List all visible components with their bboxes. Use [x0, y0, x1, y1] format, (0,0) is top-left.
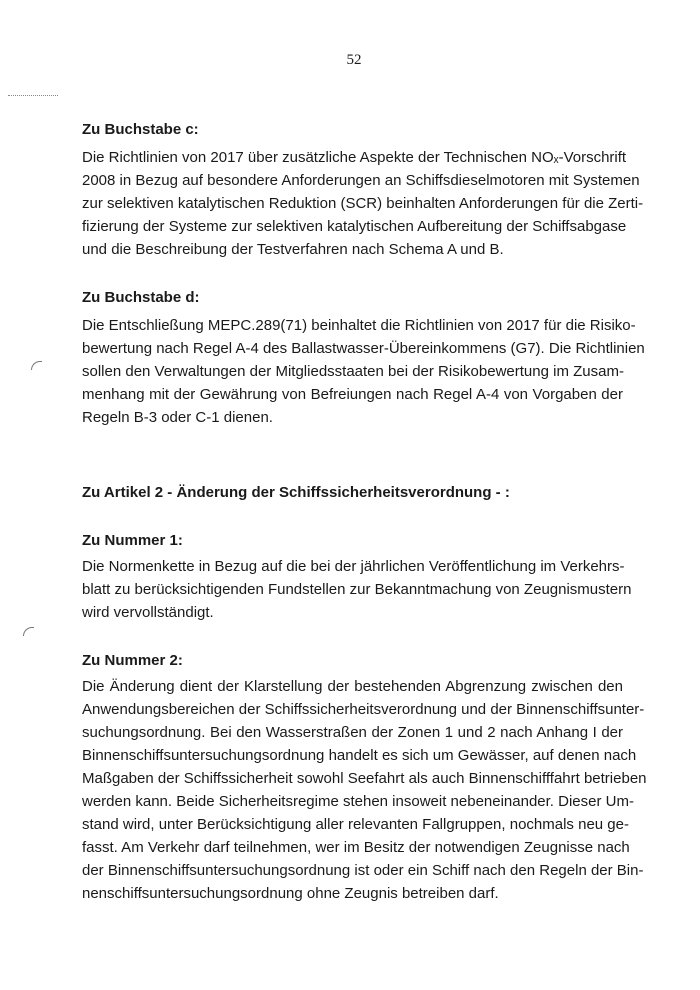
section-paragraph — [82, 146, 644, 261]
section-heading: Zu Artikel 2 - Änderung der Schiffssicherheitsverordnung - : — [82, 484, 510, 501]
paragraph-line: werden kann. Beide Sicherheitsregime stehen insoweit nebeneinander. Dieser Um- — [82, 793, 634, 810]
paragraph-line: nenschiffsuntersuchungsordnung ohne Zeugnis betreiben darf. — [82, 885, 499, 902]
paragraph-line: Die Änderung dient der Klarstellung der bestehenden Abgrenzung zwischen den — [82, 678, 623, 695]
paragraph-line: Anwendungsbereichen der Schiffssicherheitsverordnung und der Binnenschiffsunter- — [82, 701, 645, 718]
paragraph-line: zur selektiven katalytischen Reduktion (SCR) beinhalten Anforderungen für die Zerti- — [82, 195, 644, 212]
paragraph-line: menhang mit der Gewährung von Befreiungen nach Regel A-4 von Vorgaben der — [82, 386, 623, 403]
paragraph-line: wird vervollständigt. — [82, 604, 214, 621]
punch-hole-mark — [23, 627, 34, 636]
punch-hole-mark — [31, 361, 42, 370]
section-nummer-1 — [82, 531, 632, 624]
section-buchstabe-d — [82, 288, 645, 429]
paragraph-line: Maßgaben der Schiffssicherheit sowohl Seefahrt als auch Binnenschifffahrt betrieben — [82, 770, 647, 787]
paragraph-line: Die Normenkette in Bezug auf die bei der jährlichen Veröffentlichung im Verkehrs- — [82, 558, 625, 575]
section-buchstabe-c — [82, 120, 644, 261]
section-artikel-2 — [82, 483, 623, 502]
paragraph-line: fizierung der Systeme zur selektiven katalytischen Aufbereitung der Schiffsabgase — [82, 218, 627, 235]
scan-artifact-line — [8, 95, 58, 96]
section-paragraph — [82, 555, 632, 624]
section-nummer-2 — [82, 651, 647, 905]
section-paragraph — [82, 314, 645, 429]
section-heading: Zu Buchstabe c: — [82, 121, 199, 138]
paragraph-line: stand wird, unter Berücksichtigung aller relevanten Fallgruppen, nochmals neu ge- — [82, 816, 629, 833]
paragraph-line: blatt zu berücksichtigenden Fundstellen zur Bekanntmachung von Zeugnismustern — [82, 581, 632, 598]
paragraph-line: Binnenschiffsuntersuchungsordnung handelt es sich um Gewässer, auf denen nach — [82, 747, 637, 764]
section-heading: Zu Nummer 2: — [82, 652, 183, 669]
page-number: 52 — [346, 52, 362, 68]
paragraph-line: der Binnenschiffsuntersuchungsordnung ist oder ein Schiff nach den Regeln der Bin- — [82, 862, 644, 879]
paragraph-line: bewertung nach Regel A-4 des Ballastwasser-Übereinkommens (G7). Die Richtlinien — [82, 340, 645, 357]
paragraph-line: Die Entschließung MEPC.289(71) beinhaltet die Richtlinien von 2017 für die Risiko- — [82, 317, 636, 334]
paragraph-line: Regeln B-3 oder C-1 dienen. — [82, 409, 273, 426]
section-paragraph — [82, 675, 647, 905]
section-heading: Zu Buchstabe d: — [82, 289, 200, 306]
paragraph-line: Die Richtlinien von 2017 über zusätzliche Aspekte der Technischen NOₓ-Vorschrift — [82, 149, 627, 166]
paragraph-line: suchungsordnung. Bei den Wasserstraßen der Zonen 1 und 2 nach Anhang I der — [82, 724, 623, 741]
section-heading: Zu Nummer 1: — [82, 532, 183, 549]
paragraph-line: sollen den Verwaltungen der Mitgliedsstaaten bei der Risikobewertung im Zusam- — [82, 363, 624, 380]
paragraph-line: 2008 in Bezug auf besondere Anforderungen an Schiffsdieselmotoren mit Systemen — [82, 172, 640, 189]
paragraph-line: und die Beschreibung der Testverfahren nach Schema A und B. — [82, 241, 504, 258]
paragraph-line: fasst. Am Verkehr darf teilnehmen, wer im Besitz der notwendigen Zeugnisse nach — [82, 839, 630, 856]
